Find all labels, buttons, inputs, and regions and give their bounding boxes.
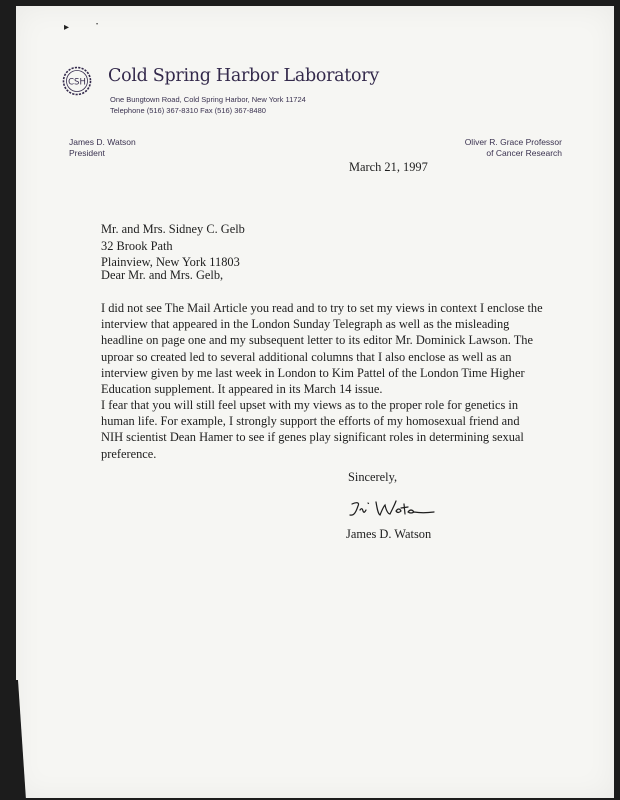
letter-date: March 21, 1997 <box>349 160 428 174</box>
paragraph-line: interview that appeared in the London Sunday Telegraph as well as the misleading <box>101 317 510 332</box>
pen-mark-2: • <box>96 22 99 28</box>
professorship-line2: of Cancer Research <box>486 148 562 158</box>
paragraph-line: uproar so created led to several additional columns that I also enclose as well as an <box>101 349 512 364</box>
paragraph-line: headline on page one and my subsequent letter to its editor Mr. Dominick Lawson. The <box>101 333 533 348</box>
recipient-address <box>101 221 245 271</box>
pen-mark-1: ▸ <box>64 22 70 33</box>
handwritten-signature <box>346 496 436 522</box>
recipient-street: 32 Brook Path <box>101 238 173 253</box>
sender-block <box>69 137 136 159</box>
paragraph-1 <box>101 300 571 397</box>
paragraph-line: I fear that you will still feel upset with my views as to the proper role for genetics in <box>101 398 519 412</box>
recipient-city: Plainview, New York 11803 <box>101 255 240 269</box>
signer-name: James D. Watson <box>346 527 432 541</box>
paragraph-line: NIH scientist Dean Hamer to see if genes play significant roles in determining sexual <box>101 430 524 445</box>
closing: Sincerely, <box>348 470 398 484</box>
salutation: Dear Mr. and Mrs. Gelb, <box>101 268 224 282</box>
institution-address: One Bungtown Road, Cold Spring Harbor, New York 11724 <box>110 95 306 104</box>
paragraph-line: human life. For example, I strongly support the efforts of my homosexual friend and <box>101 414 520 429</box>
institution-name: Cold Spring Harbor Laboratory <box>108 66 379 86</box>
recipient-name: Mr. and Mrs. Sidney C. Gelb <box>101 222 245 236</box>
paragraph-line: preference. <box>101 446 157 461</box>
csh-logo <box>62 66 92 96</box>
institution-phone: Telephone (516) 367-8310 Fax (516) 367-8480 <box>110 106 266 115</box>
sender-name: James D. Watson <box>69 137 136 147</box>
paragraph-line: interview given by me last week in London to Kim Pattel of the London Time Higher <box>101 365 525 380</box>
paragraph-2 <box>101 397 571 462</box>
professorship-block <box>465 137 562 159</box>
paragraph-line: I did not see The Mail Article you read and to try to set my views in context I enclose the <box>101 301 543 315</box>
sender-title: President <box>69 148 105 158</box>
paragraph-line: Education supplement. It appeared in its March 14 issue. <box>101 382 383 397</box>
professorship-line1: Oliver R. Grace Professor <box>464 137 562 147</box>
logo-text: CSH <box>68 77 86 88</box>
